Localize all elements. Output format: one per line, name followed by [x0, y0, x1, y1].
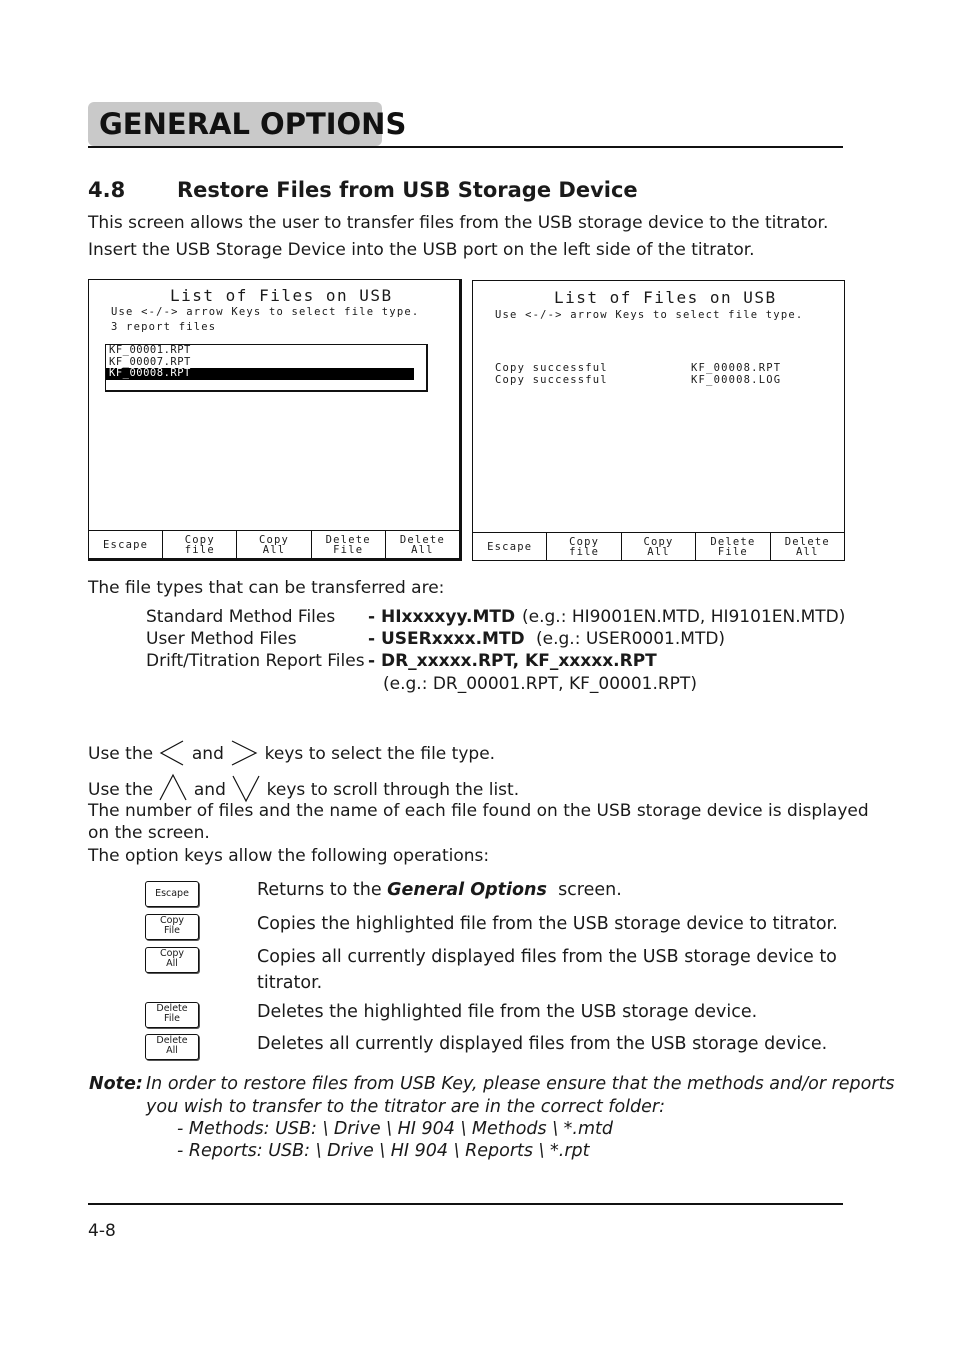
filetype-pattern: - USERxxxx.MTD	[368, 629, 525, 649]
right-arrow-key-icon	[229, 739, 259, 767]
usage-para: The number of files and the name of each file found on the USB storage device is displayed	[88, 801, 869, 821]
option-desc: Copies all currently displayed files from the USB storage device to	[257, 947, 837, 967]
softkey-delete-all[interactable]: Delete All	[770, 533, 844, 560]
note-text: you wish to transfer to the titrator are in the correct folder:	[146, 1097, 665, 1117]
lcd-screen-copy-result	[472, 280, 845, 561]
softkey-delete-all[interactable]: Delete All	[385, 531, 459, 558]
screen-title: List of Files on USB	[170, 286, 393, 305]
option-desc: Deletes the highlighted file from the USB storage device.	[257, 1002, 758, 1022]
usage-ud: Use the and keys to scroll through the list.	[88, 773, 519, 803]
file-item[interactable]: KF_00001.RPT	[109, 344, 191, 356]
footer-rule	[88, 1203, 843, 1205]
copy-all-key-icon: Copy All	[145, 947, 199, 973]
file-item-selected[interactable]: KF_00008.RPT	[106, 368, 414, 380]
note-label: Note:	[89, 1074, 143, 1094]
usage-para: on the screen.	[88, 823, 210, 843]
screen-instruction: Use <-/-> arrow Keys to select file type.	[495, 309, 804, 321]
softkey-copy-all[interactable]: Copy All	[621, 533, 695, 560]
section-title: Restore Files from USB Storage Device	[177, 178, 638, 202]
softkey-bar	[89, 530, 459, 558]
intro-line-1: This screen allows the user to transfer files from the USB storage device to the titrator.	[88, 213, 829, 233]
note-path: - Reports: USB: \ Drive \ HI 904 \ Reports \ *.rpt	[177, 1141, 590, 1161]
chapter-title: GENERAL OPTIONS	[99, 107, 407, 141]
section-number: 4.8	[88, 178, 126, 202]
option-desc: Copies the highlighted file from the USB storage device to titrator.	[257, 914, 838, 934]
page-number: 4-8	[88, 1221, 116, 1241]
note-path: - Methods: USB: \ Drive \ HI 904 \ Methods \ *.mtd	[177, 1119, 614, 1139]
filetype-pattern: - HIxxxxyy.MTD	[368, 607, 516, 627]
softkey-escape[interactable]: Escape	[487, 540, 533, 553]
filetype-example: (e.g.: DR_00001.RPT, KF_00001.RPT)	[383, 674, 697, 694]
usage-para: The option keys allow the following operations:	[88, 846, 490, 866]
lcd-screen-file-list	[88, 279, 462, 561]
softkey-delete-file[interactable]: Delete File	[311, 531, 385, 558]
copy-status: Copy successful	[495, 374, 608, 386]
softkey-copy-file[interactable]: Copy file	[546, 533, 620, 560]
file-count: 3 report files	[111, 321, 217, 333]
screen-instruction: Use <-/-> arrow Keys to select file type.	[111, 306, 420, 318]
option-desc: titrator.	[257, 973, 323, 993]
file-list[interactable]	[105, 344, 428, 392]
usage-lr: Use the and keys to select the file type.	[88, 739, 495, 767]
option-desc: Returns to the General Options screen.	[257, 880, 622, 900]
filetype-pattern: - DR_xxxxx.RPT, KF_xxxxx.RPT	[368, 651, 657, 671]
up-arrow-key-icon	[158, 773, 188, 803]
escape-key-icon: Escape	[145, 881, 199, 907]
softkey-delete-file[interactable]: Delete File	[695, 533, 769, 560]
copied-file: KF_00008.LOG	[691, 374, 782, 386]
note-text: In order to restore files from USB Key, please ensure that the methods and/or reports	[146, 1074, 895, 1094]
chapter-header	[88, 102, 407, 146]
intro-line-2: Insert the USB Storage Device into the USB port on the left side of the titrator.	[88, 240, 755, 260]
screen-title: List of Files on USB	[554, 288, 777, 307]
filetypes-intro: The file types that can be transferred are:	[88, 578, 445, 598]
copy-status: Copy successful	[495, 362, 608, 374]
softkey-copy-file[interactable]: Copy file	[162, 531, 236, 558]
file-item[interactable]: KF_00007.RPT	[109, 355, 191, 368]
option-desc: Deletes all currently displayed files from the USB storage device.	[257, 1034, 828, 1054]
header-rule	[88, 146, 843, 148]
filetype-label: User Method Files	[146, 629, 297, 649]
down-arrow-key-icon	[231, 773, 261, 803]
copied-file: KF_00008.RPT	[691, 362, 782, 374]
softkey-bar	[473, 532, 844, 560]
softkey-copy-all[interactable]: Copy All	[236, 531, 310, 558]
left-arrow-key-icon	[158, 739, 186, 767]
softkey-escape[interactable]: Escape	[103, 538, 149, 551]
filetype-label: Standard Method Files	[146, 607, 336, 627]
copy-file-key-icon: Copy File	[145, 914, 199, 940]
filetype-example: (e.g.: USER0001.MTD)	[536, 629, 726, 649]
filetype-example: (e.g.: HI9001EN.MTD, HI9101EN.MTD)	[522, 607, 846, 627]
filetype-label: Drift/Titration Report Files	[146, 651, 365, 671]
delete-all-key-icon: Delete All	[145, 1034, 199, 1060]
delete-file-key-icon: Delete File	[145, 1002, 199, 1028]
